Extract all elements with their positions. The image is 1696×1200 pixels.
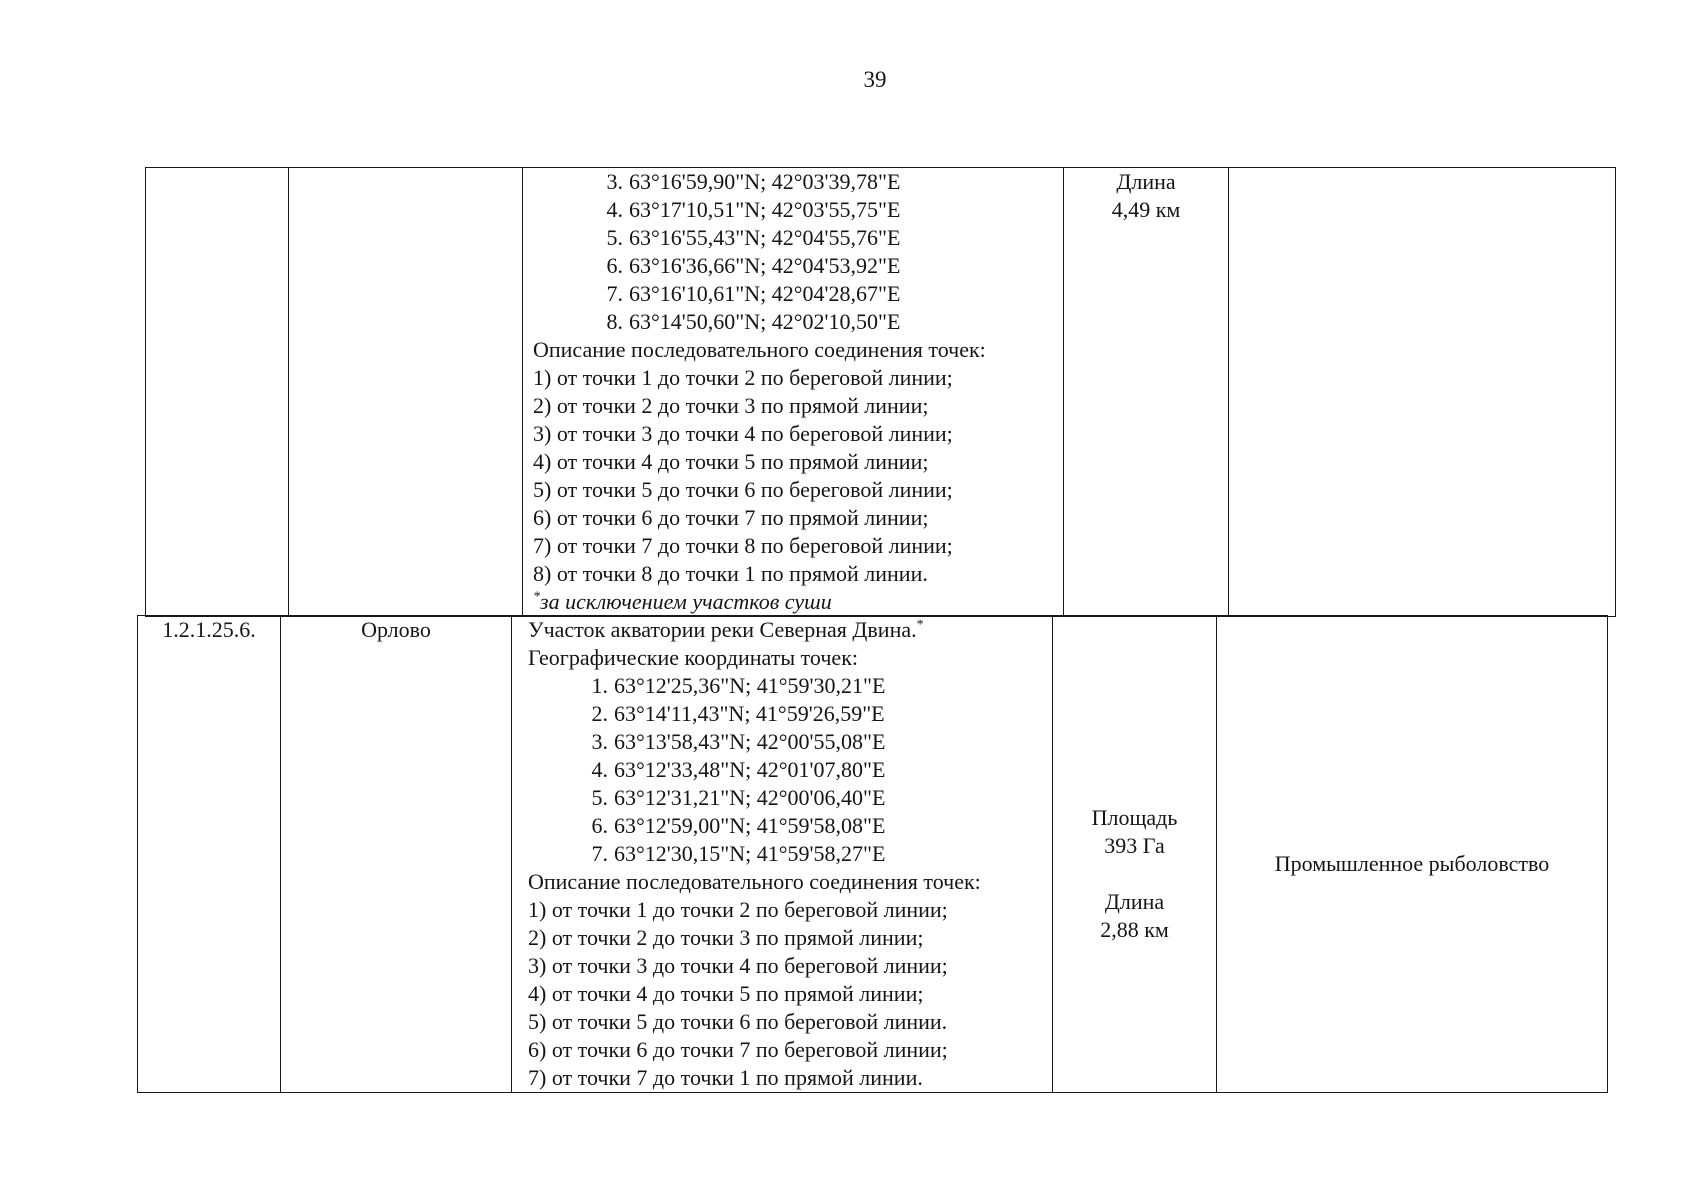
connection-item: 6) от точки 6 до точки 7 по береговой линии; xyxy=(528,1037,948,1062)
usage-text: Промышленное рыболовство xyxy=(1274,851,1550,876)
coordinate-list xyxy=(523,168,1063,336)
coordinate-item: 3. 63°16'59,90"N; 42°03'39,78"E xyxy=(606,169,901,194)
connection-title: Описание последовательного соединения точек: xyxy=(528,869,981,894)
coordinate-list xyxy=(512,672,1052,868)
length-label: Длина xyxy=(1104,889,1165,914)
coordinate-item: 4. 63°12'33,48"N; 42°01'07,80"E xyxy=(591,757,886,782)
connection-item: 4) от точки 4 до точки 5 по прямой линии; xyxy=(533,449,929,474)
connection-item: 1) от точки 1 до точки 2 по береговой линии; xyxy=(533,365,953,390)
coordinate-item: 3. 63°13'58,43"N; 42°00'55,08"E xyxy=(591,729,886,754)
coords-title: Географические координаты точек: xyxy=(528,645,858,670)
coordinate-item: 7. 63°12'30,15"N; 41°59'58,27"E xyxy=(591,841,886,866)
coordinate-item: 4. 63°17'10,51"N; 42°03'55,75"E xyxy=(606,197,901,222)
length-value: 2,88 км xyxy=(1100,917,1169,942)
usage-cell xyxy=(1217,616,1608,1093)
size-cell xyxy=(1053,616,1217,1093)
coordinate-item: 1. 63°12'25,36"N; 41°59'30,21"E xyxy=(591,673,886,698)
orlovo-table xyxy=(137,615,1608,1093)
coordinate-item: 5. 63°16'55,43"N; 42°04'55,76"E xyxy=(606,225,901,250)
length-value: 4,49 км xyxy=(1111,197,1181,222)
name-cell xyxy=(289,168,523,617)
table-row xyxy=(146,168,1616,617)
usage-cell xyxy=(1229,168,1616,617)
continuation-table xyxy=(145,167,1616,617)
area-value: 393 Га xyxy=(1104,833,1165,858)
connection-item: 2) от точки 2 до точки 3 по прямой линии; xyxy=(528,925,924,950)
number-cell xyxy=(138,616,281,1093)
name-cell xyxy=(281,616,512,1093)
connection-item: 5) от точки 5 до точки 6 по береговой линии. xyxy=(528,1009,948,1034)
coordinate-item: 7. 63°16'10,61"N; 42°04'28,67"E xyxy=(606,281,901,306)
connection-item: 5) от точки 5 до точки 6 по береговой линии; xyxy=(533,477,953,502)
connection-item: 4) от точки 4 до точки 5 по прямой линии; xyxy=(528,981,924,1006)
length-label: Длина xyxy=(1116,169,1176,194)
connection-item: 1) от точки 1 до точки 2 по береговой линии; xyxy=(528,897,948,922)
connection-item: 2) от точки 2 до точки 3 по прямой линии; xyxy=(533,393,929,418)
coordinate-item: 6. 63°12'59,00"N; 41°59'58,08"E xyxy=(591,813,886,838)
description-cell xyxy=(523,168,1064,617)
connection-item: 7) от точки 7 до точки 8 по береговой линии; xyxy=(533,533,953,558)
table-row xyxy=(138,616,1608,1093)
connection-item: 3) от точки 3 до точки 4 по береговой линии; xyxy=(533,421,953,446)
row-number: 1.2.1.25.6. xyxy=(162,617,256,642)
size-cell xyxy=(1064,168,1229,617)
coordinate-item: 5. 63°12'31,21"N; 42°00'06,40"E xyxy=(591,785,886,810)
connection-item: 6) от точки 6 до точки 7 по прямой линии; xyxy=(533,505,929,530)
connection-item: 3) от точки 3 до точки 4 по береговой линии; xyxy=(528,953,948,978)
row-name: Орлово xyxy=(361,617,431,642)
footnote: *за исключением участков суши xyxy=(533,589,832,614)
number-cell xyxy=(146,168,289,617)
area-label: Площадь xyxy=(1091,805,1178,830)
connection-title: Описание последовательного соединения точек: xyxy=(533,337,986,362)
description-cell xyxy=(512,616,1053,1093)
coordinate-item: 6. 63°16'36,66"N; 42°04'53,92"E xyxy=(606,253,901,278)
page-number: 39 xyxy=(863,67,887,92)
coordinate-item: 8. 63°14'50,60"N; 42°02'10,50"E xyxy=(606,309,901,334)
coordinate-item: 2. 63°14'11,43"N; 41°59'26,59"E xyxy=(591,701,885,726)
area-title: Участок акватории реки Северная Двина.* xyxy=(528,617,924,642)
spacer xyxy=(1053,860,1216,888)
connection-item: 7) от точки 7 до точки 1 по прямой линии. xyxy=(528,1065,923,1090)
connection-item: 8) от точки 8 до точки 1 по прямой линии. xyxy=(533,561,928,586)
